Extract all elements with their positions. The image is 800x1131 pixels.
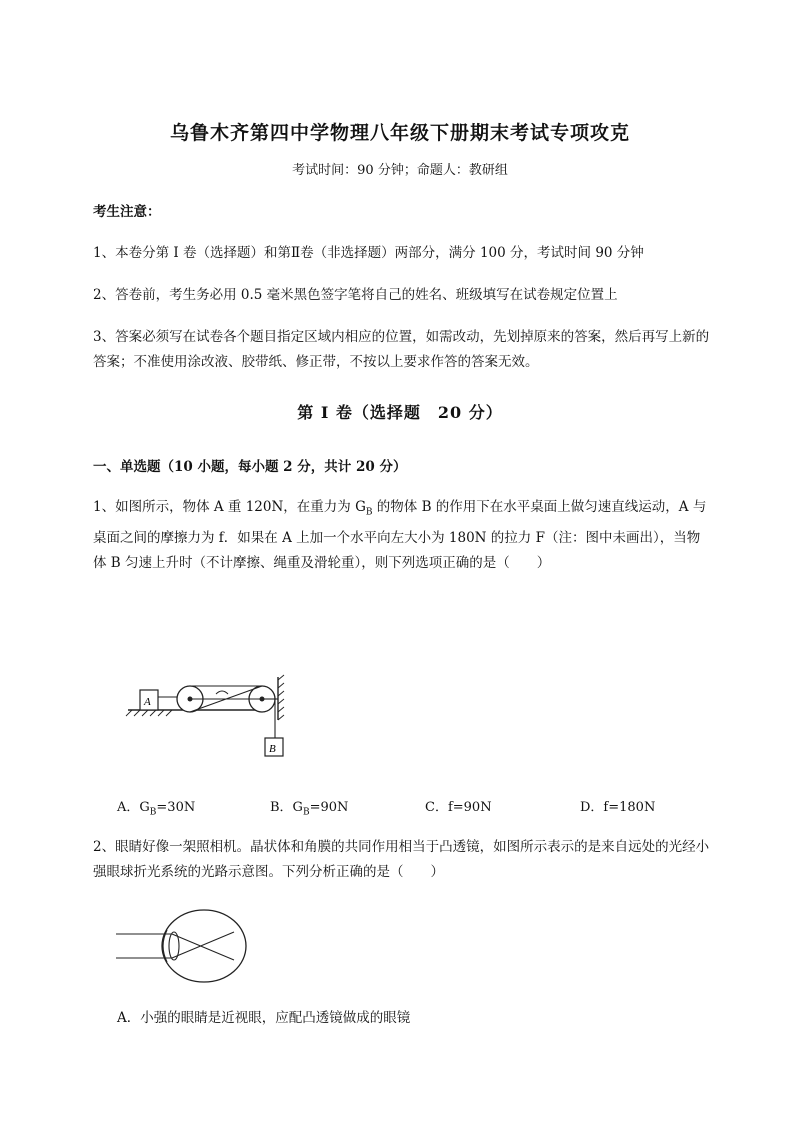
block-a-label: A (144, 696, 151, 708)
q1-option-a[interactable]: A．$G_B=30N$ (117, 800, 196, 818)
q1-option-c[interactable]: C．f=90N (425, 800, 492, 815)
pulley-figure (120, 672, 295, 767)
q2-option-a[interactable]: A．小强的眼睛是近视眼，应配凸透镜做成的眼镜 (117, 1010, 411, 1026)
page-title: 乌鲁木齐第四中学物理八年级下册期末考试专项攻克 (169, 122, 630, 144)
q1-option-b[interactable]: B．$G_B=90N$ (270, 800, 349, 818)
question-1-stem: 1、如图所示，物体 A 重 120N，在重力为 $G_B$ 的物体 B 的作用下在水平桌面上做匀速直线运动，A 与桌面之间的摩擦力为 f．如果在 A 上加一个水平向左大小为 180N 的拉力 F（注：图中未画出），当物体 B 匀速上升时（不计摩擦、绳重及滑轮重），则下列选项正确的是（ ） (93, 499, 707, 571)
part-heading: 一、单选题（10 小题，每小题 2 分，共计 20 分） (93, 459, 407, 475)
notice-item-2: 2、答卷前，考生务必用 0.5 毫米黑色签字笔将自己的姓名、班级填写在试卷规定位置上 (93, 287, 618, 303)
section-title: 第 I 卷（选择题 20 分） (297, 403, 503, 422)
exam-info: 考试时间：90 分钟；命题人：教研组 (292, 163, 508, 178)
q1-option-d[interactable]: D．f=180N (580, 800, 656, 815)
block-b-label: B (269, 743, 276, 755)
notice-item-3: 3、答案必须写在试卷各个题目指定区域内相应的位置，如需改动，先划掉原来的答案，然后再写上新的答案；不准使用涂改液、胶带纸、修正带，不按以上要求作答的答案无效。 (93, 329, 710, 370)
notice-item-1: 1、本卷分第 I 卷（选择题）和第Ⅱ卷（非选择题）两部分，满分 100 分，考试时间 90 分钟 (93, 245, 644, 261)
notice-heading: 考生注意： (93, 204, 161, 220)
question-2-stem: 2、眼睛好像一架照相机。晶状体和角膜的共同作用相当于凸透镜，如图所示表示的是来自远处的光经小强眼球折光系统的光路示意图。下列分析正确的是（ ） (93, 839, 710, 880)
eye-figure (112, 908, 252, 988)
